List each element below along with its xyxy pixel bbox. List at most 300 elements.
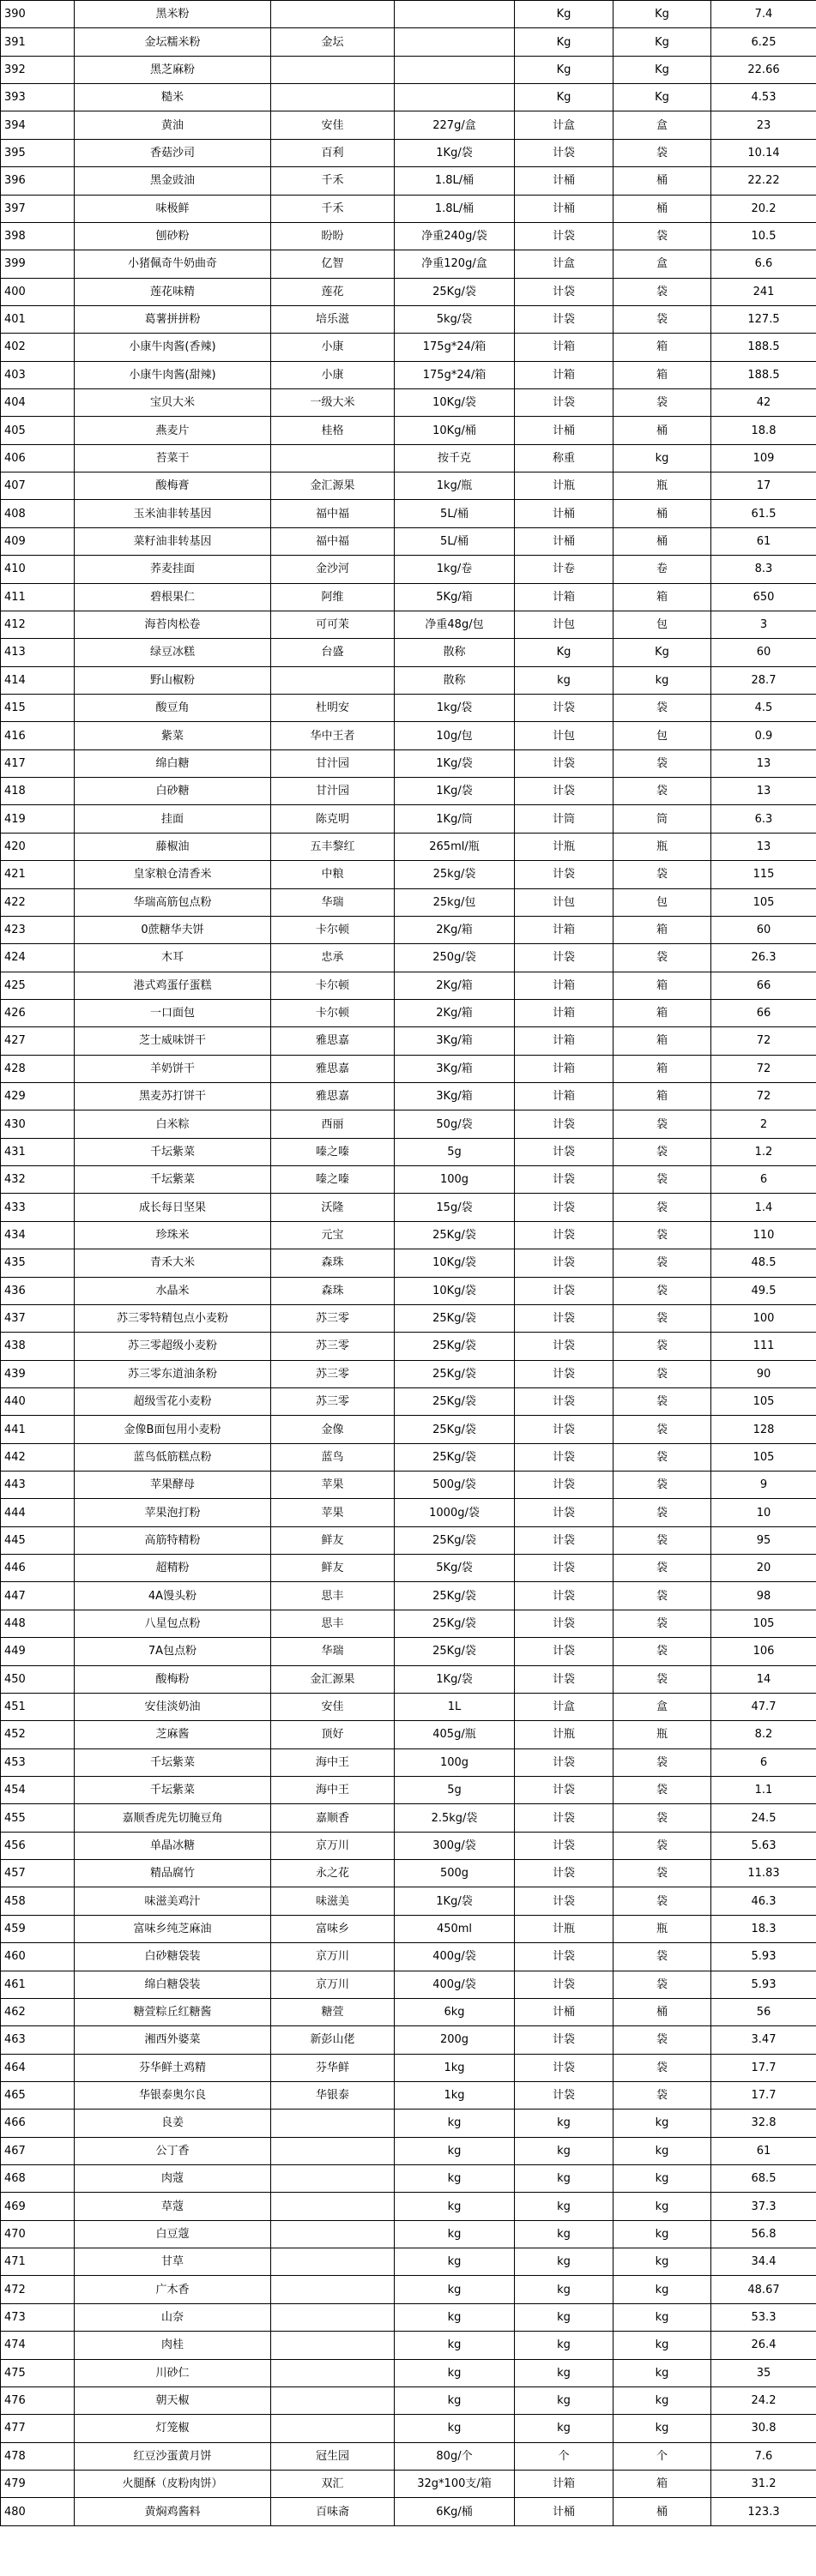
- price-cell: 32.8: [711, 2110, 816, 2137]
- item-name-cell: 刨砂粉: [75, 222, 271, 250]
- price-cell: 60: [711, 639, 816, 666]
- price-cell: 18.3: [711, 1915, 816, 1942]
- table-row: [1, 1804, 816, 1832]
- row-index-cell: 416: [1, 722, 75, 749]
- price-cell: 17.7: [711, 2054, 816, 2081]
- table-row: [1, 916, 816, 943]
- spec-cell: 10g/包: [395, 722, 515, 749]
- item-name-cell: 白砂糖: [75, 778, 271, 805]
- table-row: [1, 861, 816, 888]
- table-row: [1, 1, 816, 28]
- price-cell: 28.7: [711, 666, 816, 694]
- brand-cell: 苏三零: [271, 1387, 395, 1415]
- table-row: [1, 1416, 816, 1443]
- table-row: [1, 1055, 816, 1082]
- table-row: [1, 1333, 816, 1360]
- item-name-cell: 川砂仁: [75, 2359, 271, 2386]
- price-cell: 3.47: [711, 2026, 816, 2054]
- brand-cell: 蓝鸟: [271, 1443, 395, 1471]
- price-cell: 10.5: [711, 222, 816, 250]
- unit-cell: 桶: [614, 167, 711, 195]
- pack-method-cell: Kg: [515, 28, 614, 56]
- brand-cell: 卡尔顿: [271, 972, 395, 999]
- spec-cell: kg: [395, 2359, 515, 2386]
- spec-cell: 25Kg/袋: [395, 1443, 515, 1471]
- spec-cell: 25Kg/袋: [395, 1610, 515, 1637]
- pack-method-cell: 计袋: [515, 1582, 614, 1610]
- row-index-cell: 463: [1, 2026, 75, 2054]
- item-name-cell: 黄焖鸡酱料: [75, 2498, 271, 2525]
- table-row: [1, 1998, 816, 2025]
- item-name-cell: 白豆蔻: [75, 2220, 271, 2248]
- item-name-cell: 芝士威味饼干: [75, 1027, 271, 1055]
- row-index-cell: 420: [1, 833, 75, 860]
- unit-cell: Kg: [614, 639, 711, 666]
- row-index-cell: 456: [1, 1832, 75, 1859]
- table-row: [1, 2442, 816, 2470]
- unit-cell: 桶: [614, 417, 711, 444]
- price-cell: 128: [711, 1416, 816, 1443]
- row-index-cell: 395: [1, 139, 75, 166]
- spec-cell: 25Kg/袋: [395, 1387, 515, 1415]
- unit-cell: 盒: [614, 1693, 711, 1720]
- table-row: [1, 250, 816, 278]
- spec-cell: 2.5kg/袋: [395, 1804, 515, 1832]
- item-name-cell: 肉蔻: [75, 2165, 271, 2193]
- table-row: [1, 1748, 816, 1776]
- row-index-cell: 474: [1, 2332, 75, 2359]
- spec-cell: 1Kg/袋: [395, 1887, 515, 1915]
- row-index-cell: 401: [1, 305, 75, 333]
- row-index-cell: 444: [1, 1499, 75, 1526]
- pack-method-cell: Kg: [515, 84, 614, 111]
- price-cell: 18.8: [711, 417, 816, 444]
- price-cell: 13: [711, 749, 816, 777]
- item-name-cell: 香菇沙司: [75, 139, 271, 166]
- pack-method-cell: 计桶: [515, 167, 614, 195]
- item-name-cell: 糖萱粽丘红糖酱: [75, 1998, 271, 2025]
- spec-cell: 1Kg/袋: [395, 1665, 515, 1693]
- item-name-cell: 良姜: [75, 2110, 271, 2137]
- unit-cell: 袋: [614, 1277, 711, 1304]
- brand-cell: 台盛: [271, 639, 395, 666]
- brand-cell: [271, 2303, 395, 2331]
- table-row: [1, 999, 816, 1026]
- unit-cell: 袋: [614, 749, 711, 777]
- unit-cell: kg: [614, 2110, 711, 2137]
- unit-cell: 箱: [614, 361, 711, 388]
- item-name-cell: 黑芝麻粉: [75, 56, 271, 83]
- table-row: [1, 111, 816, 139]
- unit-cell: 袋: [614, 1360, 711, 1387]
- item-name-cell: 朝天椒: [75, 2386, 271, 2414]
- unit-cell: Kg: [614, 28, 711, 56]
- unit-cell: 袋: [614, 389, 711, 417]
- unit-cell: 袋: [614, 861, 711, 888]
- brand-cell: 雅思嘉: [271, 1055, 395, 1082]
- row-index-cell: 431: [1, 1138, 75, 1165]
- item-name-cell: 山奈: [75, 2303, 271, 2331]
- price-cell: 72: [711, 1027, 816, 1055]
- row-index-cell: 426: [1, 999, 75, 1026]
- pack-method-cell: kg: [515, 2165, 614, 2193]
- pack-method-cell: 计袋: [515, 1166, 614, 1194]
- spec-cell: 500g: [395, 1860, 515, 1887]
- pack-method-cell: 计箱: [515, 1055, 614, 1082]
- brand-cell: 苏三零: [271, 1360, 395, 1387]
- spec-cell: 5g: [395, 1138, 515, 1165]
- item-name-cell: 酸梅膏: [75, 472, 271, 500]
- price-cell: 4.5: [711, 694, 816, 721]
- pack-method-cell: 计袋: [515, 1860, 614, 1887]
- brand-cell: 甘汁园: [271, 749, 395, 777]
- brand-cell: 京万川: [271, 1943, 395, 1971]
- item-name-cell: 黑米粉: [75, 1, 271, 28]
- price-cell: 60: [711, 916, 816, 943]
- price-cell: 5.63: [711, 1832, 816, 1859]
- spec-cell: 1.8L/桶: [395, 195, 515, 222]
- item-name-cell: 黑麦苏打饼干: [75, 1083, 271, 1110]
- spec-cell: 2Kg/箱: [395, 999, 515, 1026]
- table-row: [1, 389, 816, 417]
- row-index-cell: 409: [1, 527, 75, 555]
- table-row: [1, 2359, 816, 2386]
- row-index-cell: 464: [1, 2054, 75, 2081]
- row-index-cell: 467: [1, 2137, 75, 2164]
- item-name-cell: 千坛紫菜: [75, 1748, 271, 1776]
- pack-method-cell: 计袋: [515, 2026, 614, 2054]
- item-name-cell: 广木香: [75, 2276, 271, 2303]
- item-name-cell: 华银泰奥尔良: [75, 2081, 271, 2109]
- spec-cell: 5Kg/箱: [395, 583, 515, 611]
- unit-cell: kg: [614, 2303, 711, 2331]
- table-row: [1, 1915, 816, 1942]
- table-row: [1, 1249, 816, 1277]
- brand-cell: 冠生园: [271, 2442, 395, 2470]
- unit-cell: 箱: [614, 583, 711, 611]
- spec-cell: 25Kg/袋: [395, 1638, 515, 1665]
- item-name-cell: 肉桂: [75, 2332, 271, 2359]
- row-index-cell: 439: [1, 1360, 75, 1387]
- price-cell: 47.7: [711, 1693, 816, 1720]
- table-row: [1, 2054, 816, 2081]
- item-name-cell: 珍珠米: [75, 1221, 271, 1249]
- unit-cell: 袋: [614, 1832, 711, 1859]
- item-name-cell: 海苔肉松卷: [75, 611, 271, 638]
- unit-cell: 袋: [614, 222, 711, 250]
- table-row: [1, 2165, 816, 2193]
- unit-cell: 袋: [614, 1194, 711, 1221]
- price-cell: 98: [711, 1582, 816, 1610]
- price-cell: 48.5: [711, 1249, 816, 1277]
- price-cell: 8.3: [711, 556, 816, 583]
- row-index-cell: 459: [1, 1915, 75, 1942]
- item-name-cell: 绵白糖袋装: [75, 1971, 271, 1998]
- brand-cell: 嗪之嗪: [271, 1166, 395, 1194]
- item-name-cell: 港式鸡蛋仔蛋糕: [75, 972, 271, 999]
- brand-cell: 富味乡: [271, 1915, 395, 1942]
- table-row: [1, 888, 816, 916]
- spec-cell: 10Kg/袋: [395, 1277, 515, 1304]
- brand-cell: 森珠: [271, 1277, 395, 1304]
- pack-method-cell: 计箱: [515, 1083, 614, 1110]
- row-index-cell: 466: [1, 2110, 75, 2137]
- table-row: [1, 666, 816, 694]
- row-index-cell: 398: [1, 222, 75, 250]
- item-name-cell: 一口面包: [75, 999, 271, 1026]
- spec-cell: 250g/袋: [395, 944, 515, 972]
- item-name-cell: 超级雪花小麦粉: [75, 1387, 271, 1415]
- price-cell: 24.5: [711, 1804, 816, 1832]
- brand-cell: 中粮: [271, 861, 395, 888]
- pack-method-cell: 计箱: [515, 361, 614, 388]
- table-row: [1, 1971, 816, 1998]
- item-name-cell: 4A馒头粉: [75, 1582, 271, 1610]
- unit-cell: 袋: [614, 1333, 711, 1360]
- spec-cell: 25Kg/袋: [395, 1304, 515, 1332]
- unit-cell: 袋: [614, 778, 711, 805]
- unit-cell: kg: [614, 666, 711, 694]
- price-cell: 66: [711, 972, 816, 999]
- brand-cell: 福中福: [271, 500, 395, 527]
- brand-cell: 金坛: [271, 28, 395, 56]
- price-cell: 100: [711, 1304, 816, 1332]
- unit-cell: 袋: [614, 1887, 711, 1915]
- table-row: [1, 1665, 816, 1693]
- price-cell: 2: [711, 1110, 816, 1138]
- pack-method-cell: 计袋: [515, 1110, 614, 1138]
- table-row: [1, 2220, 816, 2248]
- table-row: [1, 2137, 816, 2164]
- table-row: [1, 472, 816, 500]
- item-name-cell: 味极鲜: [75, 195, 271, 222]
- unit-cell: 袋: [614, 2054, 711, 2081]
- brand-cell: 一级大米: [271, 389, 395, 417]
- pack-method-cell: 计盒: [515, 250, 614, 278]
- table-row: [1, 139, 816, 166]
- unit-cell: 袋: [614, 305, 711, 333]
- spec-cell: 300g/袋: [395, 1832, 515, 1859]
- table-row: [1, 1194, 816, 1221]
- pack-method-cell: Kg: [515, 639, 614, 666]
- spec-cell: 1kg: [395, 2054, 515, 2081]
- pack-method-cell: 计包: [515, 888, 614, 916]
- unit-cell: 瓶: [614, 1721, 711, 1748]
- price-cell: 9: [711, 1472, 816, 1499]
- unit-cell: kg: [614, 2276, 711, 2303]
- price-cell: 23: [711, 111, 816, 139]
- table-row: [1, 2026, 816, 2054]
- spec-cell: 25Kg/袋: [395, 1416, 515, 1443]
- price-cell: 49.5: [711, 1277, 816, 1304]
- pack-method-cell: 计袋: [515, 1748, 614, 1776]
- spec-cell: 净重120g/盒: [395, 250, 515, 278]
- pack-method-cell: kg: [515, 2220, 614, 2248]
- spec-cell: 散称: [395, 666, 515, 694]
- pack-method-cell: 计箱: [515, 999, 614, 1026]
- brand-cell: 百味斋: [271, 2498, 395, 2525]
- price-cell: 37.3: [711, 2193, 816, 2220]
- table-row: [1, 305, 816, 333]
- row-index-cell: 458: [1, 1887, 75, 1915]
- item-name-cell: 嘉顺香虎先切腌豆角: [75, 1804, 271, 1832]
- spec-cell: 10Kg/袋: [395, 1249, 515, 1277]
- item-name-cell: 莲花味精: [75, 278, 271, 305]
- item-name-cell: 苹果泡打粉: [75, 1499, 271, 1526]
- item-name-cell: 0蔗糖华夫饼: [75, 916, 271, 943]
- pack-method-cell: 计瓶: [515, 1915, 614, 1942]
- table-row: [1, 2415, 816, 2442]
- spec-cell: 净重240g/袋: [395, 222, 515, 250]
- row-index-cell: 415: [1, 694, 75, 721]
- table-row: [1, 2081, 816, 2109]
- item-name-cell: 湘西外婆菜: [75, 2026, 271, 2054]
- table-row: [1, 361, 816, 388]
- brand-cell: 苹果: [271, 1472, 395, 1499]
- brand-cell: 莲花: [271, 278, 395, 305]
- pack-method-cell: 计袋: [515, 1665, 614, 1693]
- unit-cell: 袋: [614, 1804, 711, 1832]
- row-index-cell: 449: [1, 1638, 75, 1665]
- row-index-cell: 460: [1, 1943, 75, 1971]
- unit-cell: Kg: [614, 1, 711, 28]
- table-row: [1, 1304, 816, 1332]
- item-name-cell: 红豆沙蛋黄月饼: [75, 2442, 271, 2470]
- row-index-cell: 425: [1, 972, 75, 999]
- unit-cell: Kg: [614, 56, 711, 83]
- table-row: [1, 833, 816, 860]
- pack-method-cell: 计卷: [515, 556, 614, 583]
- unit-cell: 袋: [614, 1249, 711, 1277]
- price-cell: 24.2: [711, 2386, 816, 2414]
- item-name-cell: 黄油: [75, 111, 271, 139]
- item-name-cell: 富味乡纯芝麻油: [75, 1915, 271, 1942]
- unit-cell: 袋: [614, 1166, 711, 1194]
- spec-cell: 1kg/瓶: [395, 472, 515, 500]
- row-index-cell: 476: [1, 2386, 75, 2414]
- price-cell: 5.93: [711, 1971, 816, 1998]
- brand-cell: 安佳: [271, 111, 395, 139]
- unit-cell: 箱: [614, 334, 711, 361]
- price-cell: 115: [711, 861, 816, 888]
- table-row: [1, 222, 816, 250]
- pack-method-cell: 计瓶: [515, 472, 614, 500]
- item-name-cell: 小康牛肉酱(甜辣): [75, 361, 271, 388]
- pack-method-cell: kg: [515, 2137, 614, 2164]
- row-index-cell: 424: [1, 944, 75, 972]
- unit-cell: 箱: [614, 916, 711, 943]
- price-cell: 109: [711, 444, 816, 472]
- spec-cell: kg: [395, 2193, 515, 2220]
- pack-method-cell: 计袋: [515, 389, 614, 417]
- unit-cell: 盒: [614, 111, 711, 139]
- price-cell: 6: [711, 1748, 816, 1776]
- spec-cell: 1Kg/筒: [395, 805, 515, 833]
- table-row: [1, 1721, 816, 1748]
- pack-method-cell: 计桶: [515, 527, 614, 555]
- price-cell: 127.5: [711, 305, 816, 333]
- pack-method-cell: kg: [515, 2110, 614, 2137]
- item-name-cell: 苏三零东道油条粉: [75, 1360, 271, 1387]
- table-row: [1, 278, 816, 305]
- brand-cell: 亿智: [271, 250, 395, 278]
- table-row: [1, 84, 816, 111]
- unit-cell: 袋: [614, 1443, 711, 1471]
- row-index-cell: 469: [1, 2193, 75, 2220]
- spec-cell: 1Kg/袋: [395, 778, 515, 805]
- pack-method-cell: 计袋: [515, 139, 614, 166]
- spec-cell: 1Kg/袋: [395, 749, 515, 777]
- price-cell: 6.3: [711, 805, 816, 833]
- spec-cell: 500g/袋: [395, 1472, 515, 1499]
- row-index-cell: 461: [1, 1971, 75, 1998]
- item-name-cell: 玉米油非转基因: [75, 500, 271, 527]
- spec-cell: [395, 1, 515, 28]
- brand-cell: 卡尔顿: [271, 916, 395, 943]
- item-name-cell: 宝贝大米: [75, 389, 271, 417]
- table-row: [1, 749, 816, 777]
- row-index-cell: 477: [1, 2415, 75, 2442]
- spec-cell: 25kg/袋: [395, 861, 515, 888]
- item-name-cell: 公丁香: [75, 2137, 271, 2164]
- unit-cell: 包: [614, 722, 711, 749]
- pack-method-cell: 计袋: [515, 1638, 614, 1665]
- spec-cell: 1kg/卷: [395, 556, 515, 583]
- row-index-cell: 407: [1, 472, 75, 500]
- unit-cell: 袋: [614, 1387, 711, 1415]
- table-row: [1, 778, 816, 805]
- brand-cell: 雅思嘉: [271, 1027, 395, 1055]
- row-index-cell: 399: [1, 250, 75, 278]
- item-name-cell: 金坛糯米粉: [75, 28, 271, 56]
- unit-cell: kg: [614, 2415, 711, 2442]
- item-name-cell: 紫菜: [75, 722, 271, 749]
- pack-method-cell: 计盒: [515, 111, 614, 139]
- pack-method-cell: 计袋: [515, 1138, 614, 1165]
- pack-method-cell: 计袋: [515, 861, 614, 888]
- row-index-cell: 417: [1, 749, 75, 777]
- pack-method-cell: Kg: [515, 1, 614, 28]
- pack-method-cell: 计袋: [515, 1249, 614, 1277]
- brand-cell: 忠承: [271, 944, 395, 972]
- pack-method-cell: 计袋: [515, 278, 614, 305]
- brand-cell: 福中福: [271, 527, 395, 555]
- item-name-cell: 超精粉: [75, 1555, 271, 1582]
- row-index-cell: 411: [1, 583, 75, 611]
- brand-cell: 金沙河: [271, 556, 395, 583]
- table-row: [1, 1499, 816, 1526]
- table-row: [1, 2110, 816, 2137]
- unit-cell: kg: [614, 2332, 711, 2359]
- unit-cell: 盒: [614, 250, 711, 278]
- unit-cell: 袋: [614, 2081, 711, 2109]
- pack-method-cell: 计箱: [515, 916, 614, 943]
- pack-method-cell: 计桶: [515, 417, 614, 444]
- table-row: [1, 1555, 816, 1582]
- unit-cell: 桶: [614, 195, 711, 222]
- price-cell: 26.4: [711, 2332, 816, 2359]
- table-row: [1, 1387, 816, 1415]
- price-cell: 42: [711, 389, 816, 417]
- unit-cell: kg: [614, 2248, 711, 2276]
- brand-cell: 永之花: [271, 1860, 395, 1887]
- table-row: [1, 1693, 816, 1720]
- item-name-cell: 白米粽: [75, 1110, 271, 1138]
- brand-cell: [271, 2110, 395, 2137]
- price-cell: 34.4: [711, 2248, 816, 2276]
- row-index-cell: 421: [1, 861, 75, 888]
- table-row: [1, 2303, 816, 2331]
